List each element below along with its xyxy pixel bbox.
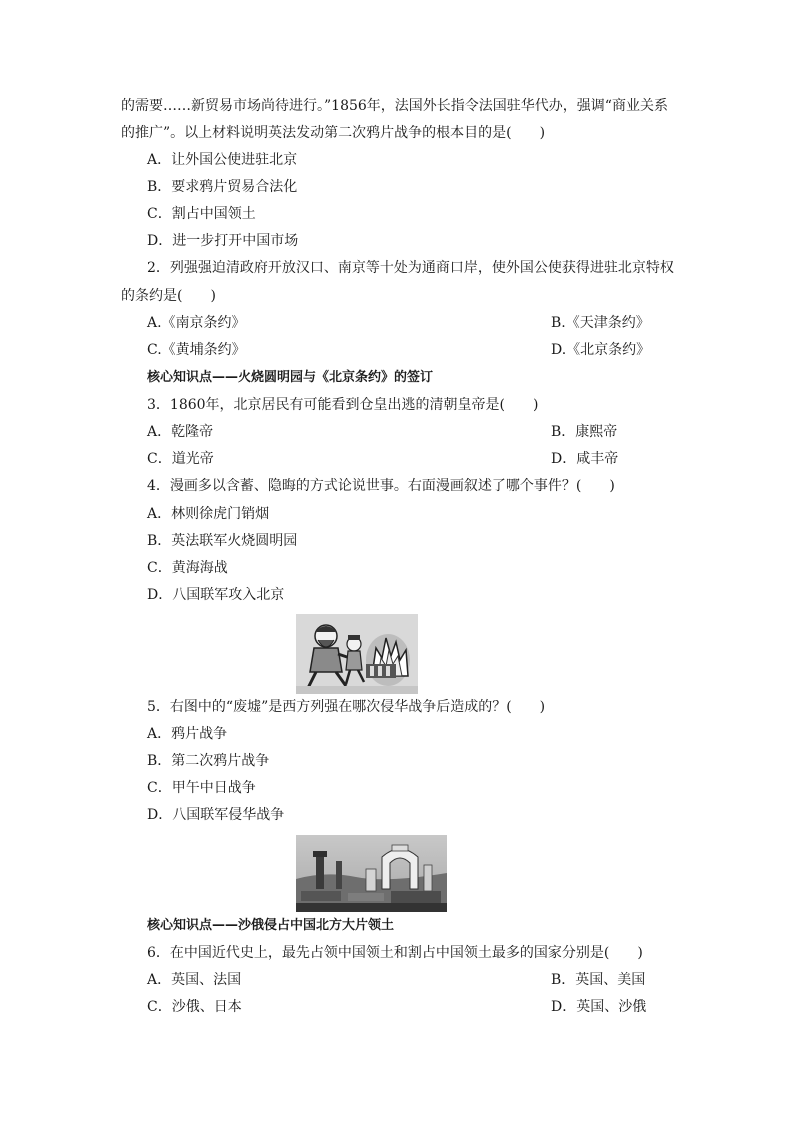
cartoon-illustration [296,614,418,694]
ruins-illustration [296,835,447,912]
q5-option-c: C．甲午中日战争 [147,780,256,796]
q4-stem: 4．漫画多以含蓄、隐晦的方式论说世事。右面漫画叙述了哪个事件？( ) [147,478,615,494]
q3-option-c: C．道光帝 [147,451,214,467]
q4-option-a: A．林则徐虎门销烟 [147,506,270,522]
q3-option-a: A．乾隆帝 [147,424,214,440]
q2-option-d: D.《北京条约》 [551,342,651,358]
intro-line-2: 的推广”。以上材料说明英法发动第二次鸦片战争的根本目的是( ) [121,125,546,141]
q1-option-c: C．割占中国领土 [147,206,256,222]
q6-option-b: B．英国、美国 [551,972,646,988]
q5-option-d: D．八国联军侵华战争 [147,807,285,823]
q3-option-b: B．康熙帝 [551,424,618,440]
q3-stem: 3．1860年，北京居民有可能看到仓皇出逃的清朝皇帝是( ) [147,397,539,413]
q5-stem: 5．右图中的“废墟”是西方列强在哪次侵华战争后造成的？( ) [147,699,546,715]
q2-stem-line-1: 2．列强强迫清政府开放汉口、南京等十处为通商口岸，使外国公使获得进驻北京特权 [147,260,674,276]
q6-option-c: C．沙俄、日本 [147,999,242,1015]
q6-option-a: A．英国、法国 [147,972,242,988]
section-heading-1: 核心知识点——火烧圆明园与《北京条约》的签订 [147,370,434,385]
q3-option-d: D．咸丰帝 [551,451,619,467]
q1-option-a: A．让外国公使进驻北京 [147,152,298,168]
q4-option-d: D．八国联军攻入北京 [147,587,285,603]
q2-option-c: C.《黄埔条约》 [147,342,246,358]
q5-option-b: B．第二次鸦片战争 [147,753,270,769]
q5-option-a: A．鸦片战争 [147,726,228,742]
q4-option-b: B．英法联军火烧圆明园 [147,533,298,549]
yuanmingyuan-ruins-photo [296,835,447,912]
q2-option-b: B.《天津条约》 [551,315,650,331]
q2-option-a: A.《南京条约》 [147,315,246,331]
q6-option-d: D．英国、沙俄 [551,999,647,1015]
q4-option-c: C．黄海海战 [147,560,228,576]
q1-option-d: D．进一步打开中国市场 [147,233,299,249]
q6-stem: 6．在中国近代史上，最先占领中国领土和割占中国领土最多的国家分别是( ) [147,945,643,961]
cartoon-burning-palace-image [296,614,418,694]
section-heading-2: 核心知识点——沙俄侵占中国北方大片领土 [147,918,395,933]
q1-option-b: B．要求鸦片贸易合法化 [147,179,298,195]
q2-stem-line-2: 的条约是( ) [121,288,216,304]
intro-line-1: 的需要……新贸易市场尚待进行。”1856年，法国外长指令法国驻华代办，强调“商业关系 [121,98,668,114]
